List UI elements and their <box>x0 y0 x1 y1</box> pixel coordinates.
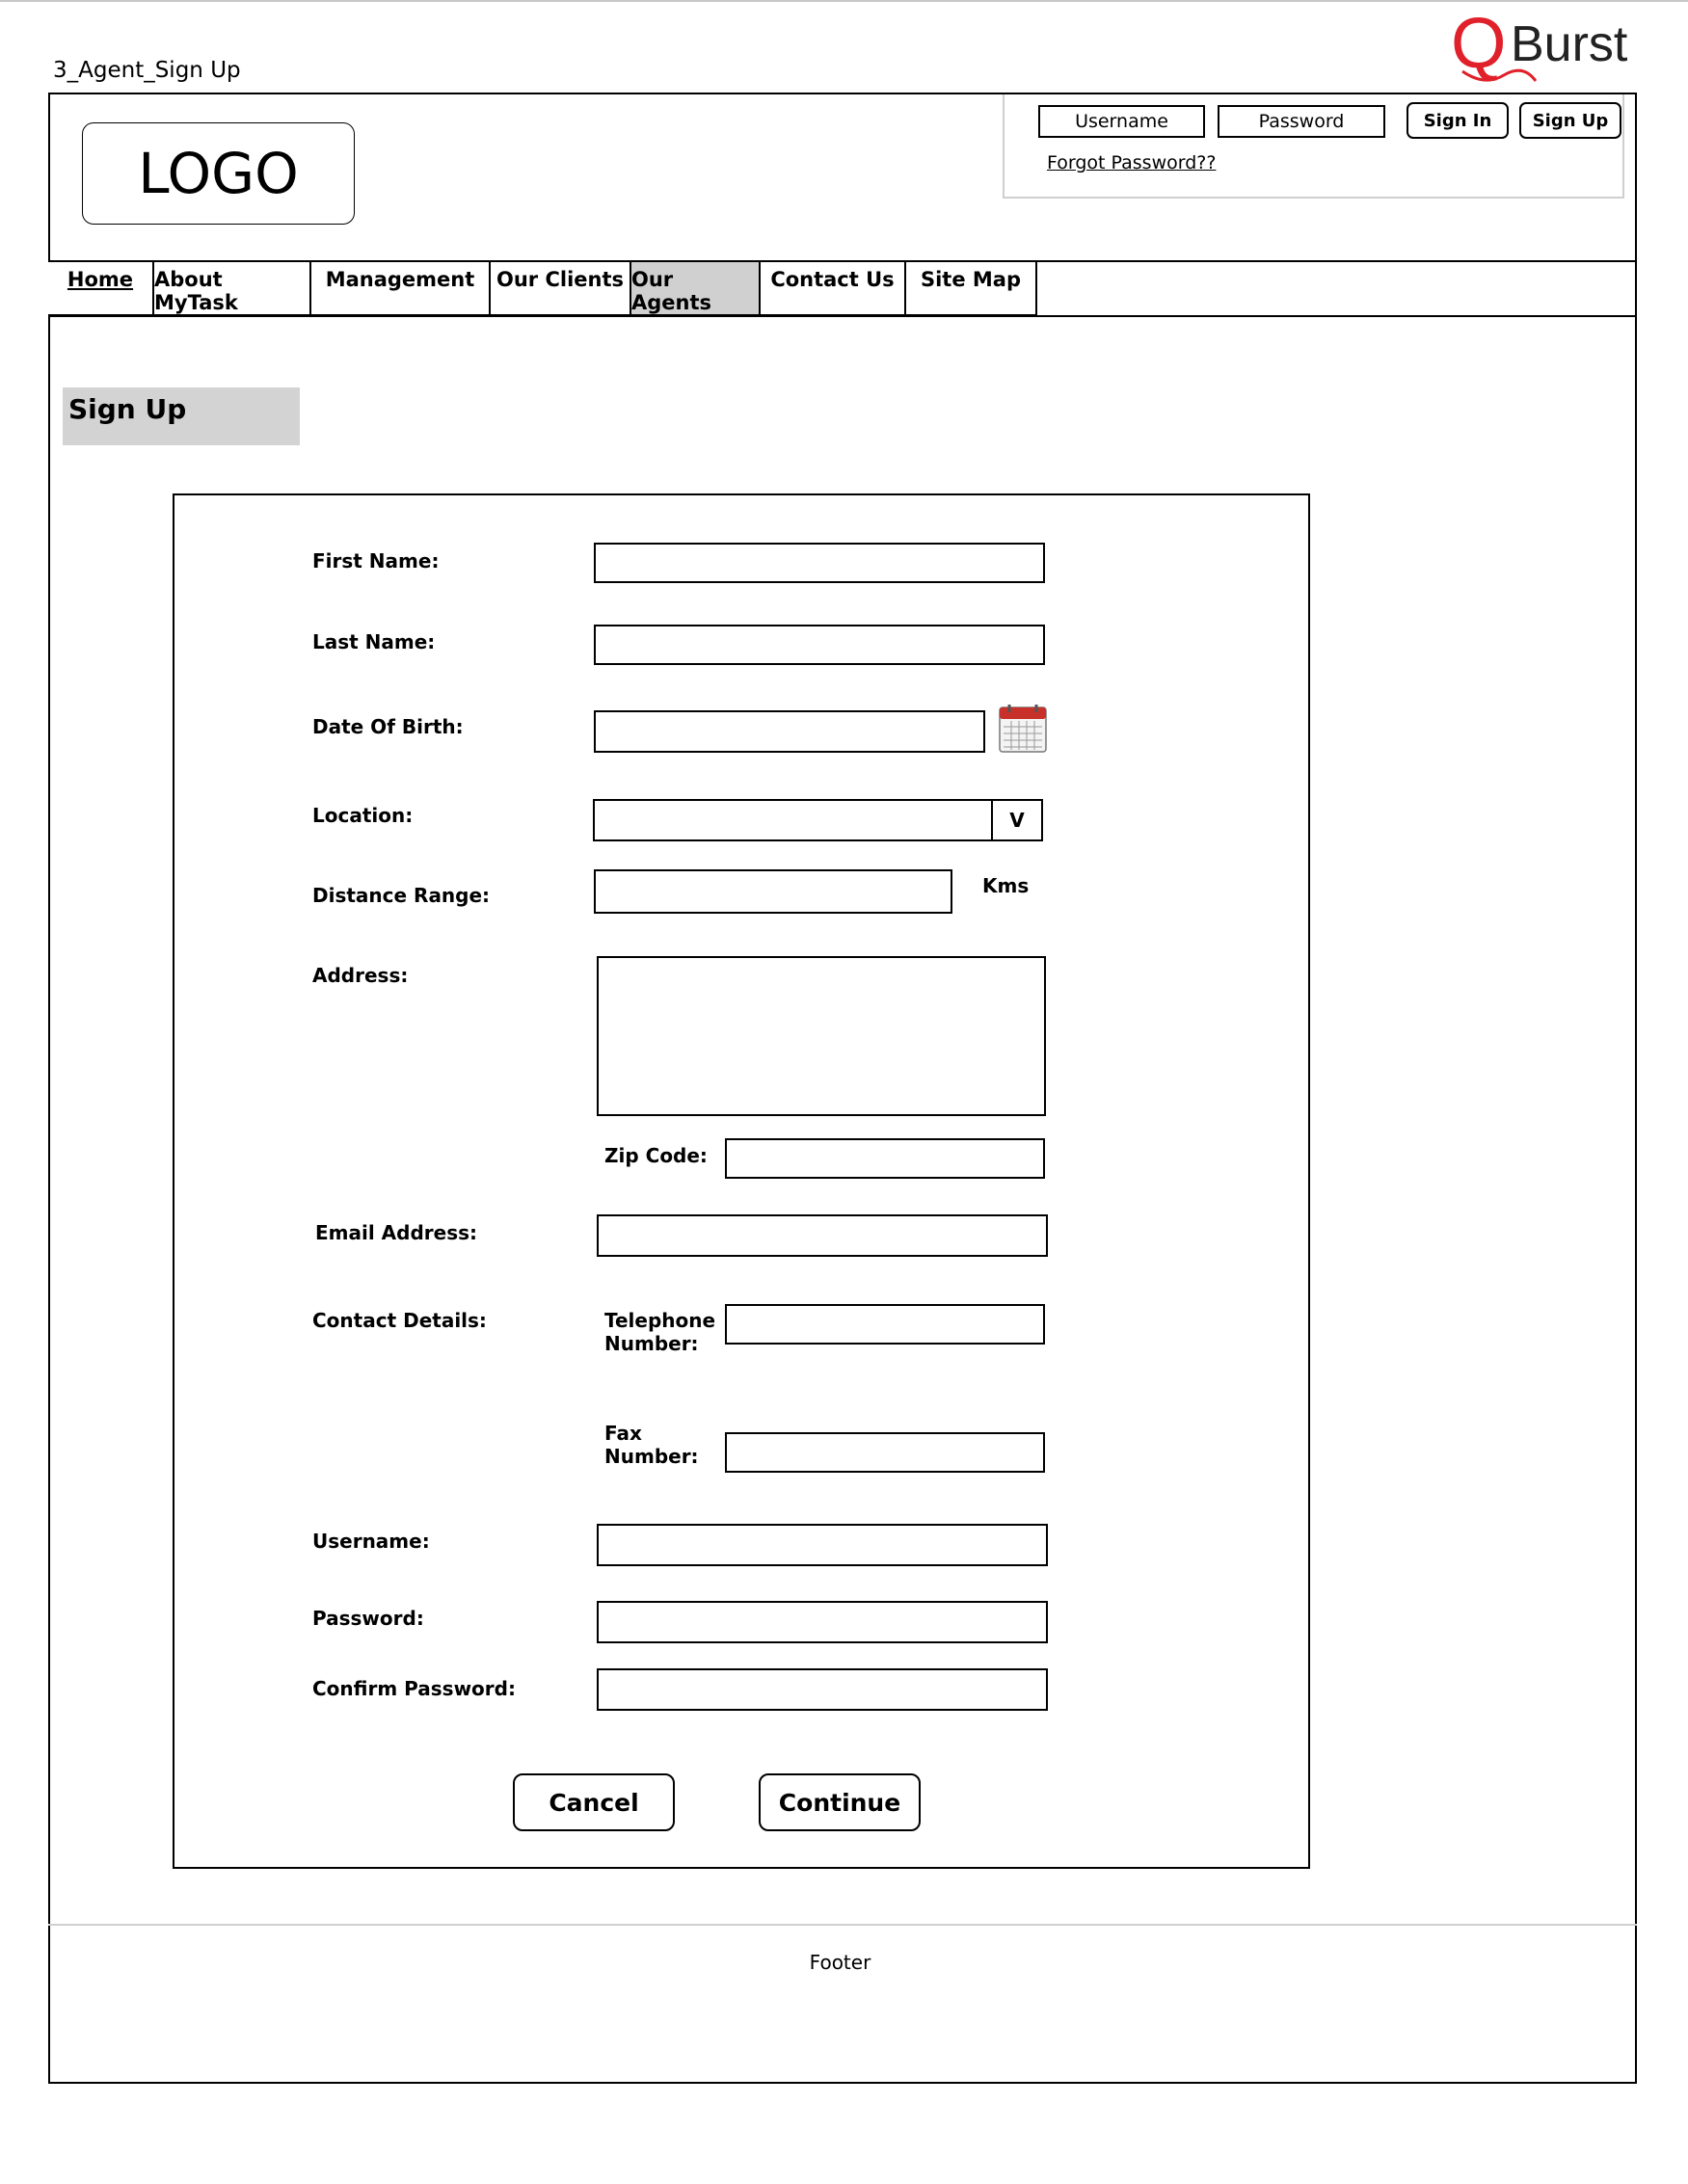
dob-label: Date Of Birth: <box>312 715 464 738</box>
nav-contact-us[interactable]: Contact Us <box>761 262 906 316</box>
nav-site-map[interactable]: Site Map <box>906 262 1037 316</box>
top-rule <box>0 0 1688 2</box>
first-name-label: First Name: <box>312 549 440 573</box>
email-label: Email Address: <box>315 1221 478 1244</box>
brand-swoosh-icon <box>1460 67 1538 87</box>
signup-form <box>173 493 1310 1869</box>
address-label: Address: <box>312 964 409 987</box>
dropdown-arrow-icon[interactable]: V <box>991 801 1041 839</box>
distance-input[interactable] <box>594 869 952 914</box>
fax-input[interactable] <box>725 1432 1045 1473</box>
zip-label: Zip Code: <box>604 1144 708 1167</box>
last-name-input[interactable] <box>594 625 1045 665</box>
brand-logo <box>1451 3 1634 85</box>
nav-our-agents[interactable]: Our Agents <box>631 262 761 316</box>
location-label: Location: <box>312 804 414 827</box>
email-input[interactable] <box>597 1214 1048 1257</box>
page-label: 3_Agent_Sign Up <box>53 58 241 83</box>
brand-name: Burst <box>1511 16 1628 72</box>
continue-button[interactable]: Continue <box>759 1773 921 1831</box>
confirm-password-input[interactable] <box>597 1668 1048 1711</box>
fax-label-line1: Fax <box>604 1422 642 1445</box>
nav-divider <box>48 315 1637 317</box>
site-logo[interactable]: LOGO <box>82 122 355 225</box>
telephone-label-line1: Telephone <box>604 1309 716 1332</box>
password-input[interactable] <box>597 1601 1048 1643</box>
sign-in-button[interactable]: Sign In <box>1407 102 1509 139</box>
username-input[interactable] <box>597 1524 1048 1566</box>
nav-our-clients[interactable]: Our Clients <box>491 262 631 316</box>
fax-label-line2: Number: <box>604 1445 699 1468</box>
zip-input[interactable] <box>725 1138 1045 1179</box>
cancel-button[interactable]: Cancel <box>513 1773 675 1831</box>
dob-input[interactable] <box>594 710 985 753</box>
confirm-password-label: Confirm Password: <box>312 1677 516 1700</box>
first-name-input[interactable] <box>594 543 1045 583</box>
nav-about-mytask[interactable]: About MyTask <box>154 262 311 316</box>
distance-unit: Kms <box>982 874 1030 897</box>
login-username-input[interactable]: Username <box>1038 105 1205 138</box>
footer-text: Footer <box>809 1951 871 1974</box>
forgot-password-link[interactable]: Forgot Password?? <box>1047 152 1217 173</box>
sign-up-button[interactable]: Sign Up <box>1519 102 1621 139</box>
address-textarea[interactable] <box>597 956 1046 1116</box>
login-password-input[interactable]: Password <box>1218 105 1385 138</box>
section-title: Sign Up <box>63 387 300 445</box>
nav-management[interactable]: Management <box>311 262 491 316</box>
footer <box>48 1924 1637 2084</box>
nav-home[interactable]: Home <box>48 262 154 316</box>
calendar-icon[interactable] <box>998 704 1048 754</box>
last-name-label: Last Name: <box>312 630 436 653</box>
location-select[interactable] <box>593 799 1043 841</box>
password-label: Password: <box>312 1607 424 1630</box>
contact-details-label: Contact Details: <box>312 1309 487 1332</box>
username-label: Username: <box>312 1530 430 1553</box>
telephone-input[interactable] <box>725 1304 1045 1345</box>
distance-label: Distance Range: <box>312 884 491 907</box>
telephone-label-line2: Number: <box>604 1332 699 1355</box>
brand-q: Q <box>1451 3 1507 83</box>
